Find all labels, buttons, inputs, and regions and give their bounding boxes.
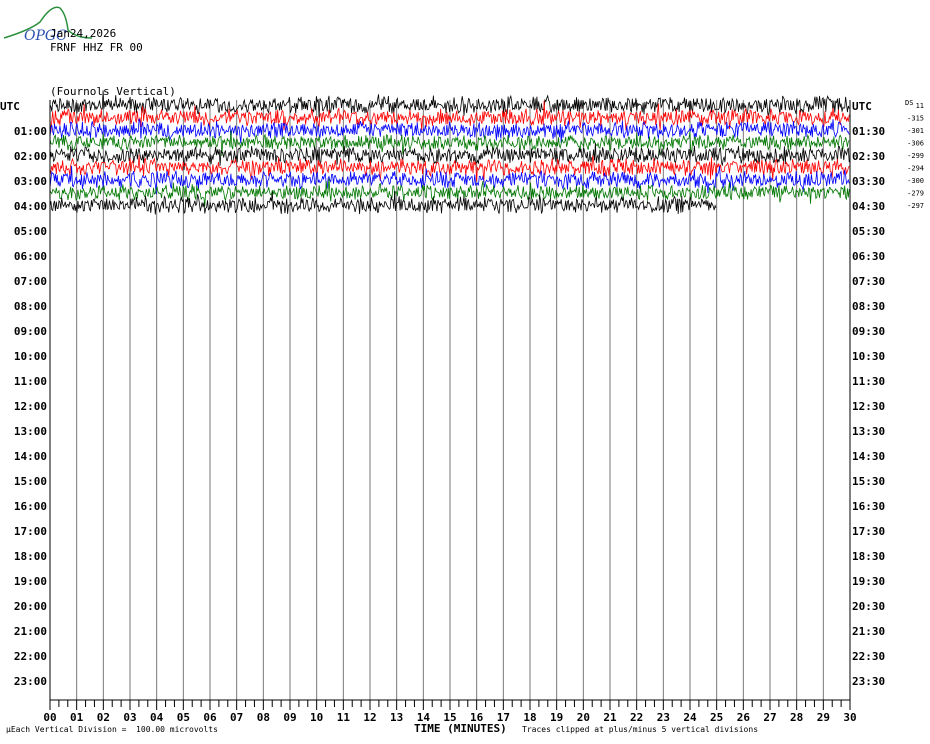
left-hour-label: 06:00 — [13, 250, 47, 263]
right-hour-label: 22:30 — [852, 650, 886, 663]
left-hour-label: 18:00 — [13, 550, 47, 563]
left-hour-label: 23:00 — [13, 675, 47, 688]
right-hour-label: 19:30 — [852, 575, 886, 588]
left-hour-label: 07:00 — [13, 275, 47, 288]
left-hour-label: 13:00 — [13, 425, 47, 438]
left-hour-label: 15:00 — [13, 475, 47, 488]
left-hour-label: 14:00 — [13, 450, 47, 463]
x-tick-label: 16 — [470, 711, 484, 724]
right-hour-label: 15:30 — [852, 475, 886, 488]
right-hour-label: 12:30 — [852, 400, 886, 413]
x-tick-label: 19 — [550, 711, 564, 724]
x-tick-label: 23 — [656, 711, 670, 724]
x-tick-label: 08 — [256, 711, 270, 724]
dc-offset-label: -279 — [907, 189, 924, 198]
left-hour-label: 21:00 — [13, 625, 47, 638]
left-hour-label: 10:00 — [13, 350, 47, 363]
dc-offset-label: -299 — [907, 152, 924, 160]
date-label: Jan24,2026 — [50, 27, 117, 40]
dc-offset-label: 11 — [915, 102, 924, 110]
right-hour-label: 18:30 — [852, 550, 886, 563]
x-tick-label: 06 — [203, 711, 217, 724]
right-hour-label: 11:30 — [852, 375, 886, 388]
left-hour-label: 01:00 — [13, 125, 47, 138]
x-tick-label: 28 — [790, 711, 804, 724]
seismic-traces — [50, 90, 849, 214]
dc-offset-label: -297 — [907, 202, 924, 210]
x-tick-label: 13 — [390, 711, 404, 724]
dc-offset-label: -294 — [907, 164, 924, 173]
x-tick-label: 17 — [496, 711, 510, 724]
right-hour-label: 14:30 — [852, 450, 886, 463]
x-tick-label: 04 — [150, 711, 164, 724]
left-hour-label: 02:00 — [13, 150, 47, 163]
x-tick-label: 09 — [283, 711, 297, 724]
right-hour-label: 21:30 — [852, 625, 886, 638]
right-hour-label: 16:30 — [852, 500, 886, 513]
left-hour-label: 04:00 — [13, 200, 47, 213]
left-hour-label: 08:00 — [13, 300, 47, 313]
x-tick-label: 22 — [630, 711, 644, 724]
x-tick-label: 05 — [176, 711, 190, 724]
footer-clip: Traces clipped at plus/minus 5 vertical divisions — [522, 725, 759, 734]
x-tick-label: 29 — [816, 711, 830, 724]
x-tick-label: 18 — [523, 711, 537, 724]
x-tick-label: 00 — [43, 711, 57, 724]
x-tick-label: 24 — [683, 711, 697, 724]
location-label: (Fournols Vertical) — [50, 85, 176, 98]
x-tick-label: 03 — [123, 711, 137, 724]
x-tick-label: 15 — [443, 711, 457, 724]
x-tick-label: 26 — [736, 711, 750, 724]
x-tick-label: 11 — [336, 711, 350, 724]
dc-offset-label: -306 — [907, 139, 924, 148]
right-hour-label: 23:30 — [852, 675, 886, 688]
right-hour-label: 17:30 — [852, 525, 886, 538]
x-tick-label: 25 — [710, 711, 724, 724]
right-hour-label: 01:30 — [852, 125, 886, 138]
x-tick-label: 07 — [230, 711, 244, 724]
right-hour-label: 05:30 — [852, 225, 886, 238]
dc-offset-label: -315 — [907, 114, 924, 123]
x-tick-label: 02 — [96, 711, 110, 724]
right-axis-title: UTC — [852, 100, 872, 113]
dc-offset-label: -300 — [907, 177, 924, 185]
right-hour-label: 20:30 — [852, 600, 886, 613]
footer-scale: μEach Vertical Division = 100.00 microvolts — [6, 725, 218, 734]
left-hour-label: 12:00 — [13, 400, 47, 413]
left-hour-label: 22:00 — [13, 650, 47, 663]
left-hour-label: 03:00 — [13, 175, 47, 188]
right-hour-label: 13:30 — [852, 425, 886, 438]
left-hour-label: 11:00 — [13, 375, 47, 388]
left-hour-label: 19:00 — [13, 575, 47, 588]
x-tick-label: 20 — [576, 711, 590, 724]
ds-label: DS — [905, 99, 914, 107]
x-tick-label: 10 — [310, 711, 324, 724]
right-hour-label: 08:30 — [852, 300, 886, 313]
left-hour-label: 09:00 — [13, 325, 47, 338]
x-tick-label: 30 — [843, 711, 857, 724]
left-hour-label: 16:00 — [13, 500, 47, 513]
x-tick-label: 21 — [603, 711, 617, 724]
right-hour-label: 06:30 — [852, 250, 886, 263]
dc-offset-label: -301 — [907, 127, 924, 135]
left-hour-label: 05:00 — [13, 225, 47, 238]
x-tick-label: 27 — [763, 711, 777, 724]
left-hour-label: 20:00 — [13, 600, 47, 613]
x-tick-label: 01 — [70, 711, 84, 724]
x-tick-label: 12 — [363, 711, 377, 724]
footer-scale-text: Each Vertical Division = 100.00 microvolts — [10, 725, 218, 734]
right-hour-label: 03:30 — [852, 175, 886, 188]
left-hour-label: 17:00 — [13, 525, 47, 538]
left-axis-title: UTC — [0, 100, 20, 113]
logo-text: OPGC — [24, 28, 67, 44]
right-hour-label: 09:30 — [852, 325, 886, 338]
x-axis-title: TIME (MINUTES) — [414, 722, 507, 735]
right-hour-label: 04:30 — [852, 200, 886, 213]
station-label: FRNF HHZ FR 00 — [50, 41, 143, 54]
x-tick-label: 14 — [416, 711, 430, 724]
right-hour-label: 07:30 — [852, 275, 886, 288]
right-hour-label: 02:30 — [852, 150, 886, 163]
right-hour-label: 10:30 — [852, 350, 886, 363]
